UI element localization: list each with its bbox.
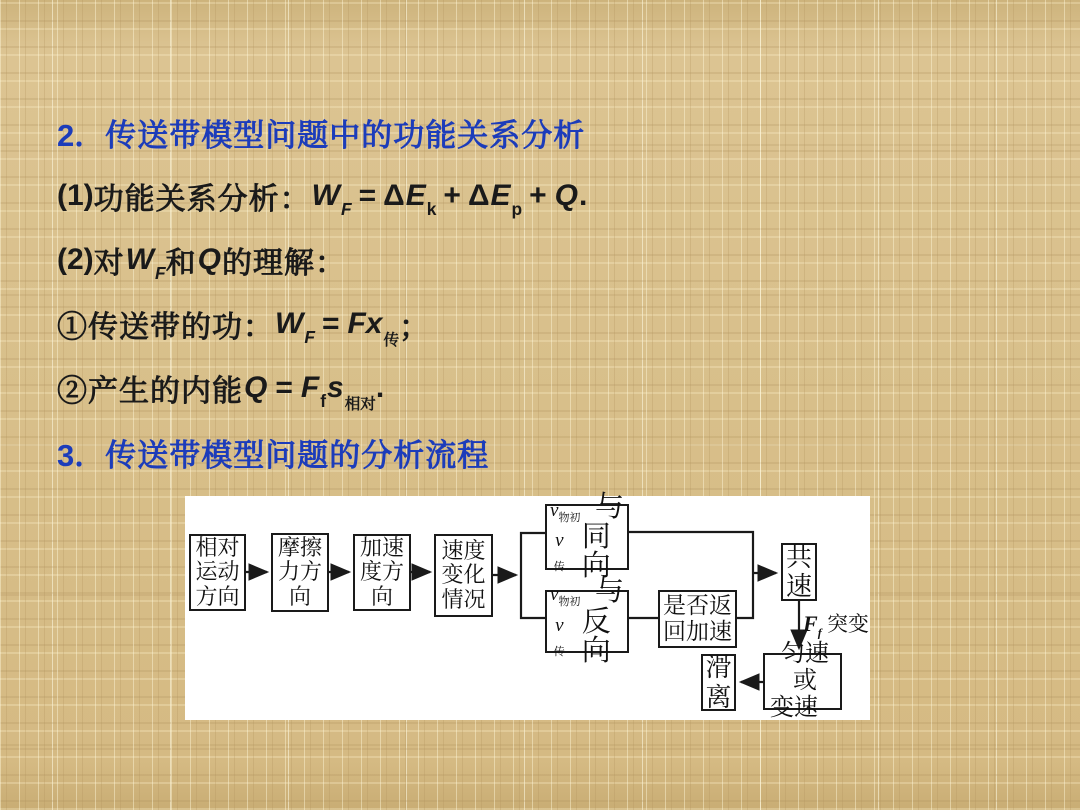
node-opposite-direction bbox=[545, 575, 629, 667]
v-belt-symbol: $v_传$ bbox=[553, 530, 565, 574]
text-segment: s bbox=[327, 371, 344, 404]
text-segment: 传送带模型问题的分析流程 bbox=[105, 437, 490, 473]
node-line: 摩擦 bbox=[277, 534, 322, 560]
node-line: 回加速 bbox=[663, 619, 732, 644]
text-segment: Fx bbox=[347, 307, 383, 340]
node-line: 变化 bbox=[441, 562, 486, 588]
text-segment: 传 bbox=[383, 332, 400, 349]
node-acceleration-direction bbox=[353, 534, 411, 611]
text-segment: E bbox=[490, 179, 511, 212]
text-segment: 和 bbox=[165, 247, 197, 280]
text-segment: F bbox=[300, 371, 320, 404]
text-segment: Q bbox=[554, 179, 579, 212]
text-segment: Δ bbox=[467, 179, 490, 212]
text-segment: F bbox=[341, 199, 352, 219]
formula-energy-relation bbox=[57, 164, 1037, 228]
node-line: 情况 bbox=[441, 586, 486, 612]
node-line: 向 bbox=[288, 583, 311, 609]
node-line: 加速 bbox=[359, 534, 404, 560]
node-friction-direction bbox=[271, 533, 329, 612]
node-uniform-or-variable-speed bbox=[763, 641, 842, 721]
formula-belt-work bbox=[57, 292, 1037, 356]
text-segment: . bbox=[579, 179, 588, 212]
text-segment: ； bbox=[399, 311, 431, 344]
text-segment: + bbox=[529, 179, 547, 212]
text-segment: 3． bbox=[57, 437, 106, 473]
node-line: 滑 bbox=[705, 653, 732, 683]
text-segment: 的理解： bbox=[221, 247, 346, 280]
direction-label: 反向 bbox=[581, 605, 611, 667]
text-segment: Q bbox=[197, 243, 221, 276]
node-line: 共 bbox=[785, 542, 812, 572]
text-segment: 传送带模型问题中的功能关系分析 bbox=[105, 117, 586, 153]
flowchart-panel bbox=[185, 490, 870, 721]
heading-3 bbox=[57, 420, 1037, 484]
text-segment: 相对 bbox=[344, 396, 376, 413]
node-same-direction bbox=[545, 490, 629, 583]
text-segment: W bbox=[125, 243, 154, 276]
text-segment: (2) bbox=[57, 243, 94, 276]
conj-label: 与 bbox=[594, 575, 624, 608]
node-line: 离 bbox=[705, 682, 732, 712]
node-line: 是否返 bbox=[663, 593, 732, 619]
text-segment: Q bbox=[244, 371, 268, 404]
direction-label: 同向 bbox=[581, 521, 611, 583]
text-segment: = bbox=[321, 307, 340, 340]
node-line: 力方 bbox=[277, 559, 322, 585]
slide-text-block bbox=[57, 100, 1037, 484]
node-line: 相对 bbox=[195, 534, 240, 560]
node-relative-motion-direction bbox=[189, 534, 246, 611]
node-velocity-change bbox=[434, 534, 493, 617]
text-segment: W bbox=[275, 307, 304, 340]
node-line: 方向 bbox=[195, 583, 240, 609]
text-segment: W bbox=[311, 179, 340, 212]
text-segment: 2． bbox=[57, 117, 106, 153]
friction-mutation-label: $F_f$ 突变 bbox=[803, 611, 869, 640]
text-segment: f bbox=[320, 391, 326, 411]
v-belt-symbol: $v_传$ bbox=[553, 614, 565, 658]
text-segment: Δ bbox=[383, 179, 405, 212]
node-line: 速度 bbox=[441, 537, 486, 563]
split-bracket bbox=[521, 533, 545, 618]
text-segment: . bbox=[375, 371, 385, 404]
node-return-accelerate bbox=[658, 590, 737, 648]
node-slide-off bbox=[701, 654, 736, 711]
formula-heat bbox=[57, 356, 1037, 420]
conj-label: 与 bbox=[594, 490, 624, 523]
heading-2 bbox=[57, 100, 1037, 164]
text-segment: ①传送带的功： bbox=[57, 311, 274, 344]
node-line: 匀速或 bbox=[781, 641, 829, 695]
text-segment: F bbox=[155, 263, 166, 283]
v-initial-symbol: $v_{物初}$ bbox=[550, 499, 581, 524]
text-segment: 功能关系分析： bbox=[93, 183, 311, 216]
text-segment: k bbox=[426, 199, 437, 219]
text-segment: E bbox=[405, 179, 426, 212]
node-line: 运动 bbox=[195, 559, 240, 585]
node-line: 变速 bbox=[770, 694, 818, 721]
text-segment: 对 bbox=[93, 247, 125, 280]
node-line: 速 bbox=[785, 572, 812, 601]
text-segment: = bbox=[275, 371, 293, 404]
node-line: 度方 bbox=[359, 559, 404, 585]
node-line: 向 bbox=[370, 583, 393, 609]
text-segment: = bbox=[358, 179, 377, 212]
node-common-speed bbox=[781, 543, 817, 601]
text-segment: (1) bbox=[57, 179, 94, 212]
text-segment: F bbox=[304, 327, 315, 347]
v-initial-symbol: $v_{物初}$ bbox=[550, 584, 581, 608]
text-segment: ②产生的内能 bbox=[57, 375, 243, 408]
text-segment: p bbox=[511, 199, 523, 219]
formula-wf-q-intro bbox=[57, 228, 1037, 292]
text-segment: + bbox=[443, 179, 461, 212]
